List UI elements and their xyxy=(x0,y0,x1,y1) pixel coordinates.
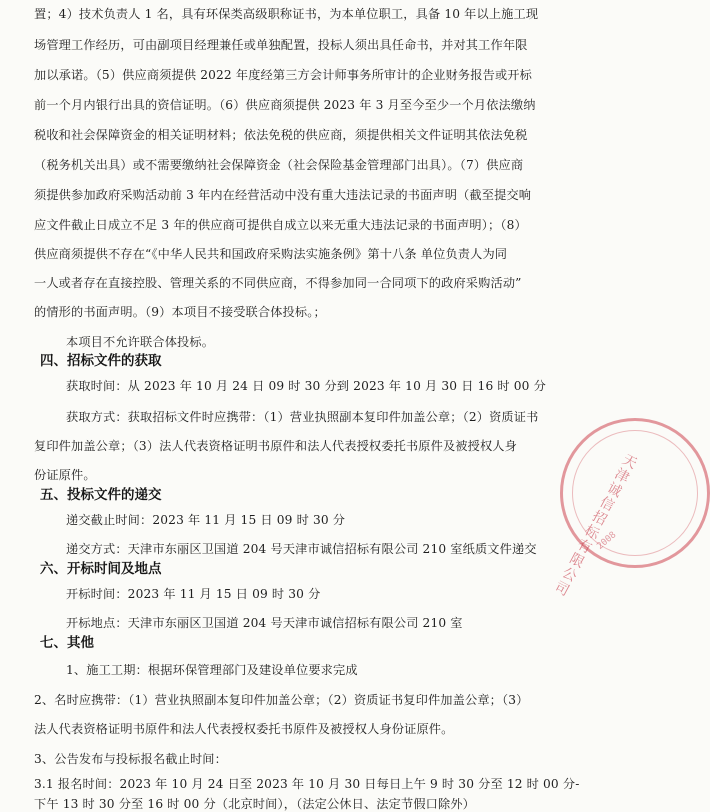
text-line: 递交截止时间：2023 年 11 月 15 日 09 时 30 分 xyxy=(66,513,346,527)
section-heading: 七、其他 xyxy=(40,635,94,651)
text-line: 递交方式：天津市东丽区卫国道 204 号天津市诚信招标有限公司 210 室纸质文件递交 xyxy=(66,542,537,556)
text-line: 置；4）技术负责人 1 名，具有环保类高级职称证书，为本单位职工，具备 10 年以上施工现 xyxy=(34,7,539,21)
text-line: 获取方式：获取招标文件时应携带：（1）营业执照副本复印件加盖公章；（2）资质证书 xyxy=(66,410,539,424)
text-line: （税务机关出具）或不需要缴纳社会保障资金（社会保险基金管理部门出具）。（7）供应商 xyxy=(34,158,524,172)
text-line: 3、公告发布与投标报名截止时间： xyxy=(34,752,227,766)
text-line: 份证原件。 xyxy=(34,468,96,482)
text-line: 3.1 报名时间：2023 年 10 月 24 日至 2023 年 10 月 30 日每日上午 9 时 30 分至 12 时 00 分- xyxy=(34,777,580,791)
text-line: 须提供参加政府采购活动前 3 年内在经营活动中没有重大违法记录的书面声明（截至提交响 xyxy=(34,188,532,202)
section-heading: 六、开标时间及地点 xyxy=(40,561,162,577)
text-line: 开标地点：天津市东丽区卫国道 204 号天津市诚信招标有限公司 210 室 xyxy=(66,616,463,630)
text-line: 场管理工作经历，可由副项目经理兼任或单独配置，投标人须出具任命书，并对其工作年限 xyxy=(34,38,528,52)
company-seal-text: 天津诚信招标有限公司 xyxy=(551,451,640,600)
text-line: 下午 13 时 30 分至 16 时 00 分（北京时间），（法定公休日、法定节假口除外） xyxy=(34,797,476,811)
text-line: 应文件截止日成立不足 3 年的供应商可提供自成立以来无重大违法记录的书面声明）；（8） xyxy=(34,218,527,232)
text-line: 获取时间：从 2023 年 10 月 24 日 09 时 30 分到 2023 年 10 月 30 日 16 时 00 分 xyxy=(66,379,546,393)
text-line: 加以承诺。（5）供应商须提供 2022 年度经第三方会计师事务所审计的企业财务报告或开标 xyxy=(34,68,532,82)
company-seal-code: 2008 xyxy=(595,530,619,552)
text-line: 一人或者存在直接控股、管理关系的不同供应商，不得参加同一合同项下的政府采购活动” xyxy=(34,276,522,290)
text-line: 法人代表资格证明书原件和法人代表授权委托书原件及被授权人身份证原件。 xyxy=(34,722,454,736)
section-heading: 五、投标文件的递交 xyxy=(40,487,162,503)
text-line: 复印件加盖公章；（3）法人代表资格证明书原件和法人代表授权委托书原件及被授权人身 xyxy=(34,439,517,453)
text-line: 本项目不允许联合体投标。 xyxy=(66,335,215,349)
section-heading: 四、招标文件的获取 xyxy=(40,353,162,369)
text-line: 1、施工工期：根据环保管理部门及建设单位要求完成 xyxy=(66,663,358,677)
text-line: 开标时间：2023 年 11 月 15 日 09 时 30 分 xyxy=(66,587,321,601)
text-line: 前一个月内银行出具的资信证明。（6）供应商须提供 2023 年 3 月至今至少一个月依法缴纳 xyxy=(34,98,536,112)
text-line: 税收和社会保障资金的相关证明材料；依法免税的供应商，须提供相关文件证明其依法免税 xyxy=(34,128,528,142)
text-line: 的情形的书面声明。（9）本项目不接受联合体投标。； xyxy=(34,305,326,319)
text-line: 2、名时应携带：（1）营业执照副本复印件加盖公章；（2）资质证书复印件加盖公章；（3） xyxy=(34,693,529,707)
text-line: 供应商须提供不存在“《中华人民共和国政府采购法实施条例》第十八条 单位负责人为同 xyxy=(34,247,508,261)
